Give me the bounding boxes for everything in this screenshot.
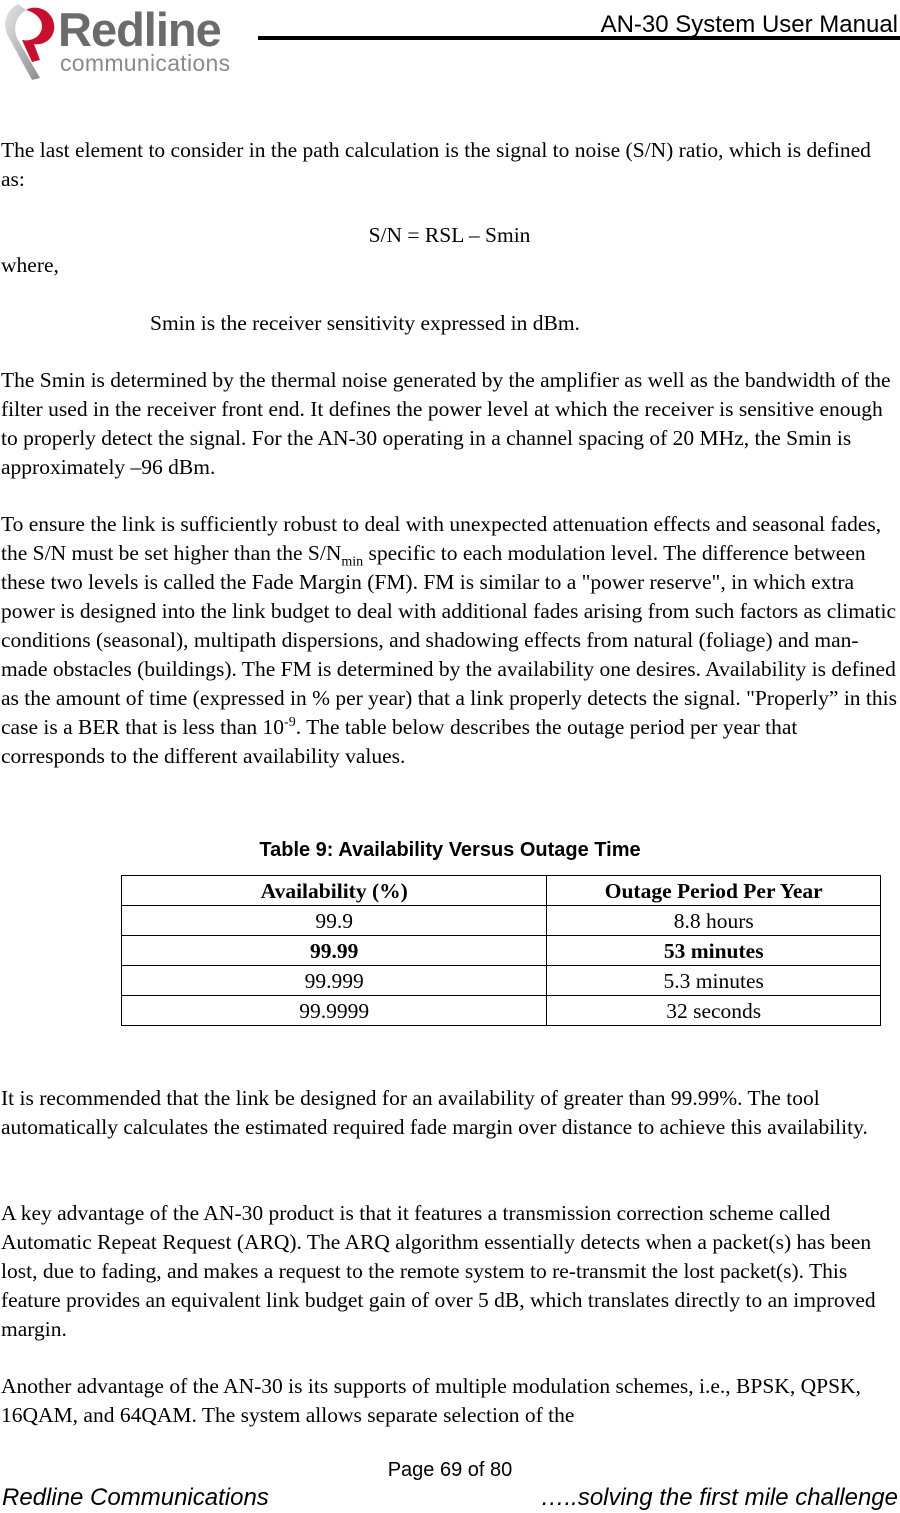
header-outage: Outage Period Per Year bbox=[547, 876, 881, 906]
logo-wordmark: Redline bbox=[58, 3, 221, 56]
company-logo bbox=[2, 0, 252, 82]
page-number: Page 69 of 80 bbox=[387, 1459, 513, 1481]
text-run: To ensure the link is sufficiently robust to deal with unexpected attenuation effects and seasonal fades, the S/N must be set higher than the S/N bbox=[1, 512, 882, 565]
table-row bbox=[122, 966, 881, 996]
redline-logo-icon bbox=[2, 0, 60, 82]
header-availability: Availability (%) bbox=[122, 876, 547, 906]
availability-table bbox=[121, 875, 881, 1026]
text-run: specific to each modulation level. The difference between these two levels is called the Fade Margin (FM). FM is similar to a "power reserve", in which extra power is designed into the link budget to deal with additional fades arising from such factors as climatic conditions (seasonal), multipath dispersions, and shadowing effects from natural (foliage) and man-made obstacles (buildings). The FM is determined by the availability one desires. Availability is defined as the amount of time (expressed in % per year) that a link properly detects the signal. "Properly” in this case is a BER that is less than 10 bbox=[1, 541, 897, 739]
paragraph-arq: A key advantage of the AN-30 product is that it features a transmission correction scheme called Automatic Repeat Request (ARQ). The ARQ algorithm essentially detects when a packet(s) has been lost, due to fading, and makes a request to the remote system to re-transmit the lost packet(s). This feature provides an equivalent link budget gain of over 5 dB, which translates directly to an improved margin. bbox=[1, 1201, 876, 1341]
cell-outage: 8.8 hours bbox=[547, 906, 881, 936]
footer-company: Redline Communications bbox=[2, 1484, 269, 1511]
smin-definition: Smin is the receiver sensitivity expressed in dBm. bbox=[150, 311, 580, 335]
table-row bbox=[122, 996, 881, 1026]
cell-outage: 32 seconds bbox=[547, 996, 881, 1026]
formula: S/N = RSL – Smin bbox=[368, 223, 531, 247]
paragraph-modulation: Another advantage of the AN-30 is its supports of multiple modulation schemes, i.e., BPSK, QPSK, 16QAM, and 64QAM. The system allows separate selection of the bbox=[1, 1374, 861, 1427]
paragraph-sn-intro: The last element to consider in the path calculation is the signal to noise (S/N) ratio, which is defined as: bbox=[1, 138, 871, 191]
paragraph-fade-margin bbox=[1, 510, 898, 771]
cell-availability: 99.99 bbox=[122, 936, 547, 966]
where-label: where, bbox=[1, 253, 59, 277]
cell-availability: 99.9 bbox=[122, 906, 547, 936]
subscript: min bbox=[341, 554, 364, 570]
paragraph-recommendation: It is recommended that the link be designed for an availability of greater than 99.99%. The tool automatically calculates the estimated required fade margin over distance to achieve this availability. bbox=[1, 1086, 868, 1139]
table-row bbox=[122, 906, 881, 936]
text-run: . The table below describes the outage period per year that corresponds to the different availability values. bbox=[1, 715, 798, 768]
table-header-row bbox=[122, 876, 881, 906]
paragraph-smin: The Smin is determined by the thermal noise generated by the amplifier as well as the bandwidth of the filter used in the receiver front end. It defines the power level at which the receiver is sensitive enough to properly detect the signal. For the AN-30 operating in a channel spacing of 20 MHz, the Smin is approximately –96 dBm. bbox=[1, 368, 891, 479]
cell-availability: 99.9999 bbox=[122, 996, 547, 1026]
table-caption: Table 9: Availability Versus Outage Time bbox=[259, 839, 641, 861]
cell-availability: 99.999 bbox=[122, 966, 547, 996]
cell-outage: 5.3 minutes bbox=[547, 966, 881, 996]
document-title: AN-30 System User Manual bbox=[600, 11, 898, 38]
footer-tagline: …..solving the first mile challenge bbox=[540, 1484, 898, 1511]
logo-subtitle: communications bbox=[60, 50, 231, 76]
superscript: -9 bbox=[284, 714, 296, 730]
cell-outage: 53 minutes bbox=[547, 936, 881, 966]
table-row bbox=[122, 936, 881, 966]
